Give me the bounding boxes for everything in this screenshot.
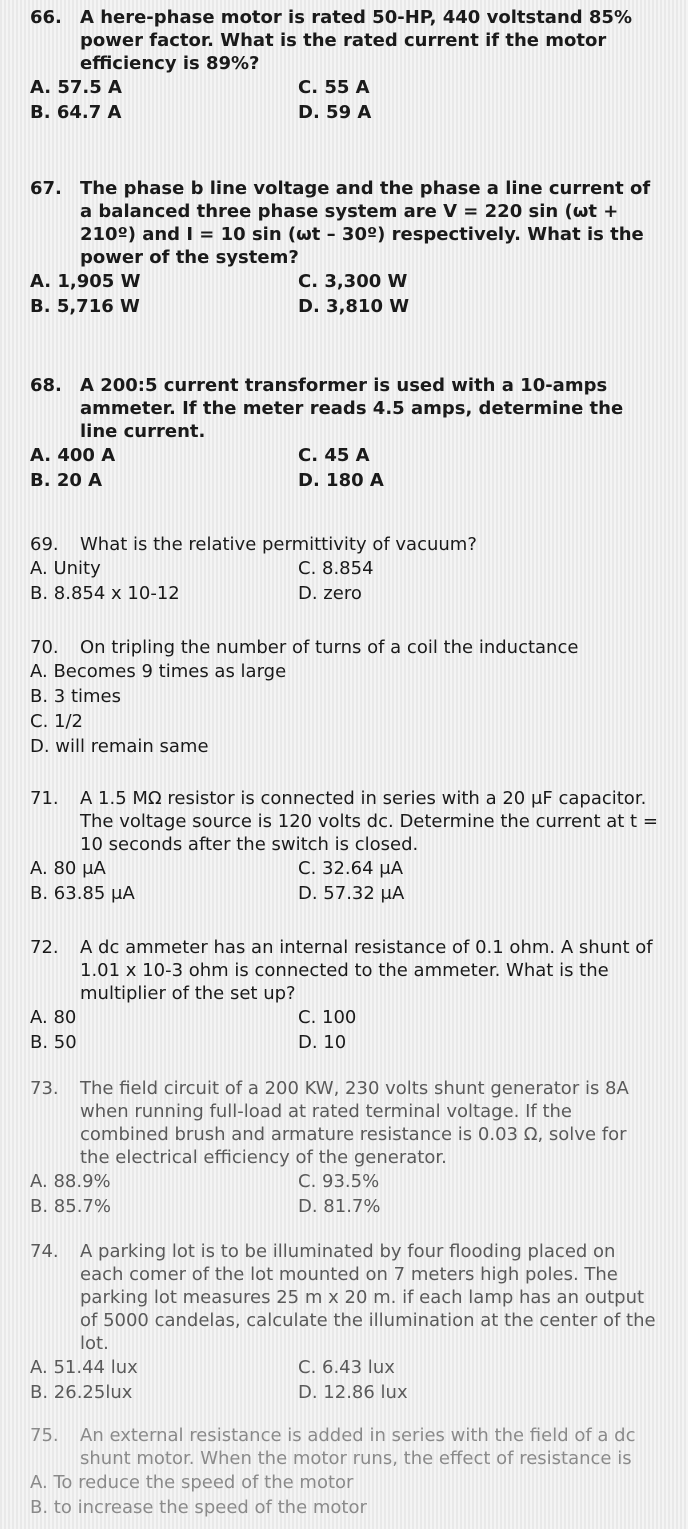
question-69 (30, 533, 660, 606)
option-c: C. 55 A (298, 77, 370, 98)
question-number: 69. (30, 534, 59, 555)
question-text: The field circuit of a 200 KW, 230 volts shunt generator is 8A when running full-load at rated terminal voltage. If the combined brush and armature resistance is 0.03 Ω, solve for the electrical efficiency of the generator. (80, 1078, 629, 1168)
option-b: B. 3 times (30, 686, 122, 707)
option-b: B. 85.7% (30, 1196, 111, 1217)
question-71 (30, 787, 660, 906)
option-d: D. 57.32 μA (298, 883, 405, 904)
question-73 (30, 1077, 660, 1219)
option-a: A. 1,905 W (30, 271, 141, 292)
question-70 (30, 636, 660, 759)
options (30, 556, 660, 606)
question-text: A dc ammeter has an internal resistance of 0.1 ohm. A shunt of 1.01 x 10-3 ohm is connected to the ammeter. What is the multiplier of the set up? (80, 937, 653, 1004)
option-c: C. 45 A (298, 445, 370, 466)
question-text: The phase b line voltage and the phase a line current of a balanced three phase system are V = 220 sin (ωt + 210º) and I = 10 sin (ωt – 30º) respectively. What is the power of the system? (80, 178, 651, 268)
option-c: C. 8.854 (298, 558, 374, 579)
option-b: B. 63.85 μA (30, 883, 135, 904)
options (30, 75, 660, 125)
options (30, 659, 660, 759)
option-d: D. 81.7% (298, 1196, 381, 1217)
option-c: C. 32.64 μA (298, 858, 404, 879)
option-a: A. 400 A (30, 445, 116, 466)
option-b: B. 64.7 A (30, 102, 122, 123)
question-text: A 1.5 MΩ resistor is connected in series with a 20 μF capacitor. The voltage source is 120 volts dc. Determine the current at t = 10 seconds after the switch is closed. (80, 788, 658, 855)
option-b: B. 26.25lux (30, 1382, 133, 1403)
question-number: 72. (30, 937, 59, 958)
option-c: C. 1/2 (30, 711, 83, 732)
question-text: A 200:5 current transformer is used with a 10-amps ammeter. If the meter reads 4.5 amps, determine the line current. (80, 375, 624, 442)
question-number: 68. (30, 375, 62, 396)
question-text: What is the relative permittivity of vacuum? (80, 534, 477, 555)
question-number: 73. (30, 1078, 59, 1099)
question-text: On tripling the number of turns of a coil the inductance (80, 637, 579, 658)
option-b: B. 5,716 W (30, 296, 140, 317)
option-b: B. 50 (30, 1032, 77, 1053)
option-b: B. 20 A (30, 470, 103, 491)
option-d: D. 59 A (298, 102, 372, 123)
question-number: 67. (30, 178, 62, 199)
option-d: D. zero (298, 583, 362, 604)
option-d: D. 12.86 lux (298, 1382, 408, 1403)
option-c: C. 93.5% (298, 1171, 380, 1192)
option-a: A. 88.9% (30, 1171, 111, 1192)
question-text: A parking lot is to be illuminated by four flooding placed on each comer of the lot mounted on 7 meters high poles. The parking lot measures 25 m x 20 m. if each lamp has an output of 5000 candelas, calculate the illumination at the center of the lot. (80, 1241, 656, 1354)
question-72 (30, 936, 660, 1055)
option-a: A. To reduce the speed of the motor (30, 1472, 354, 1493)
question-number: 74. (30, 1241, 59, 1262)
option-a: A. Unity (30, 558, 101, 579)
question-text: An external resistance is added in series with the field of a dc shunt motor. When the motor runs, the effect of resistance is (80, 1425, 636, 1469)
options (30, 1005, 660, 1055)
option-a: A. 57.5 A (30, 77, 122, 98)
option-d: D. 3,810 W (298, 296, 410, 317)
options (30, 1355, 660, 1405)
option-b: B. to increase the speed of the motor (30, 1497, 367, 1518)
question-67 (30, 177, 660, 319)
options (30, 1470, 660, 1520)
question-75 (30, 1424, 660, 1520)
question-number: 75. (30, 1425, 59, 1446)
question-text: A here-phase motor is rated 50-HP, 440 voltstand 85% power factor. What is the rated current if the motor efficiency is 89%? (80, 7, 632, 74)
question-number: 71. (30, 788, 59, 809)
options (30, 856, 660, 906)
question-66 (30, 6, 660, 125)
option-b: B. 8.854 x 10-12 (30, 583, 180, 604)
option-d: D. will remain same (30, 736, 209, 757)
option-a: A. 51.44 lux (30, 1357, 138, 1378)
option-d: D. 180 A (298, 470, 384, 491)
options (30, 269, 660, 319)
options (30, 1169, 660, 1219)
options (30, 443, 660, 493)
question-number: 66. (30, 7, 62, 28)
option-a: A. Becomes 9 times as large (30, 661, 287, 682)
question-number: 70. (30, 637, 59, 658)
option-c: C. 3,300 W (298, 271, 408, 292)
option-d: D. 10 (298, 1032, 347, 1053)
question-74 (30, 1240, 660, 1405)
option-c: C. 100 (298, 1007, 357, 1028)
question-68 (30, 374, 660, 493)
option-c: C. 6.43 lux (298, 1357, 395, 1378)
option-a: A. 80 μA (30, 858, 106, 879)
option-a: A. 80 (30, 1007, 77, 1028)
